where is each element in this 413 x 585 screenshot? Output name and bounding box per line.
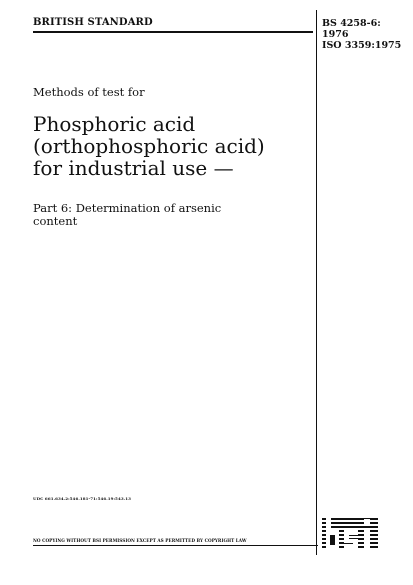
footer-rule (33, 545, 318, 546)
iso-reference: ISO 3359:1975 (322, 40, 402, 51)
standard-number: BS 4258-6: (322, 18, 381, 29)
part-title-line: Part 6: Determination of arsenic (33, 201, 222, 215)
part-title (33, 202, 303, 228)
standard-year: 1976 (322, 29, 349, 40)
main-title-line: (orthophosphoric acid) (33, 134, 265, 158)
udc-classification: UDC 661.634.2:546.181-71:546.19:543.13 (33, 496, 131, 501)
main-title (33, 113, 318, 179)
brand-label: BRITISH STANDARD (33, 17, 153, 28)
series-title: Methods of test for (33, 85, 145, 99)
part-title-line: content (33, 214, 78, 228)
margin-rule (316, 10, 317, 555)
copyright-notice: NO COPYING WITHOUT BSI PERMISSION EXCEPT AS PERMITTED BY COPYRIGHT LAW (33, 538, 247, 543)
header-rule (33, 31, 313, 33)
main-title-line: for industrial use — (33, 156, 234, 180)
standard-reference (322, 18, 401, 51)
main-title-line: Phosphoric acid (33, 112, 196, 136)
bsi-logo (320, 515, 380, 552)
